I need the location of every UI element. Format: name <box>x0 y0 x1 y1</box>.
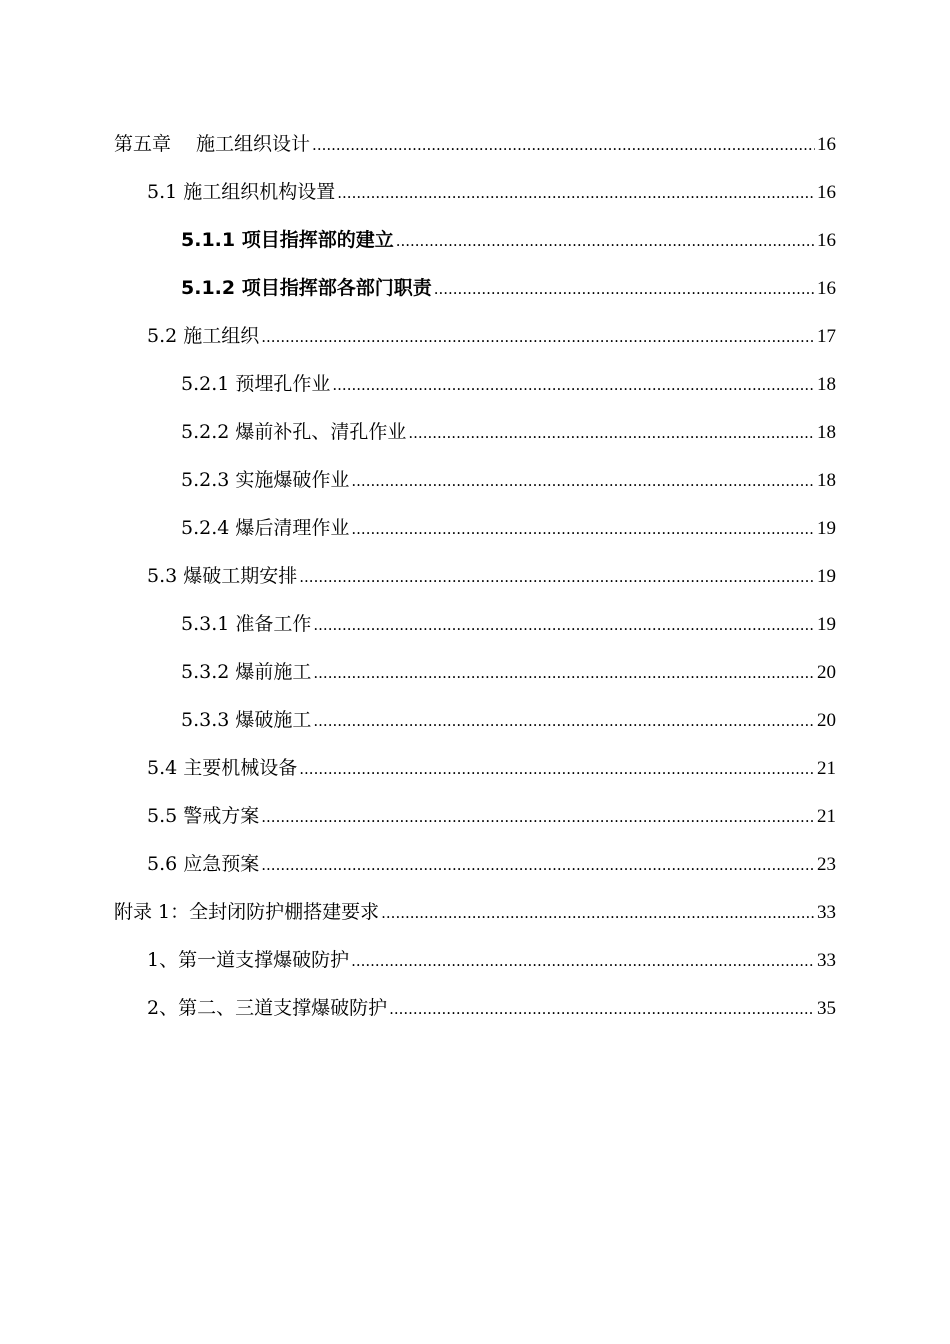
toc-entry-5-2-3[interactable] <box>0 456 950 504</box>
dot-leader <box>408 409 815 457</box>
toc-page-number: 20 <box>817 709 836 731</box>
toc-page-number: 33 <box>817 949 836 971</box>
dot-leader <box>299 553 815 601</box>
toc-page-number: 16 <box>817 133 836 155</box>
dot-leader <box>261 793 815 841</box>
toc-page-number: 21 <box>817 805 836 827</box>
dot-leader <box>332 361 815 409</box>
dot-leader <box>299 745 815 793</box>
toc-entry-5-2-1[interactable] <box>0 360 950 408</box>
dot-leader <box>313 697 815 745</box>
toc-entry-5-6[interactable] <box>0 840 950 888</box>
dot-leader <box>351 505 815 553</box>
toc-page-number: 18 <box>817 421 836 443</box>
toc-entry-5-3-2[interactable] <box>0 648 950 696</box>
toc-entry-5-1[interactable] <box>0 168 950 216</box>
toc-page-number: 19 <box>817 565 836 587</box>
toc-entry-title: 5.2.4 爆后清理作业 <box>181 516 350 539</box>
toc-entry-title: 1、第一道支撑爆破防护 <box>147 948 350 971</box>
toc-page-number: 18 <box>817 469 836 491</box>
toc-entry-title: 5.3.2 爆前施工 <box>181 660 312 683</box>
dot-leader <box>337 169 815 217</box>
toc-entry-appendix-1-1[interactable] <box>0 936 950 984</box>
dot-leader <box>351 457 815 505</box>
dot-leader <box>389 985 815 1033</box>
toc-entry-title: 第五章 施工组织设计 <box>114 132 311 155</box>
toc-entry-5-2-4[interactable] <box>0 504 950 552</box>
toc-page-number: 16 <box>817 229 836 251</box>
toc-entry-appendix-1-2[interactable] <box>0 984 950 1032</box>
toc-entry-5-3-1[interactable] <box>0 600 950 648</box>
toc-page-number: 17 <box>817 325 836 347</box>
dot-leader <box>381 889 815 937</box>
toc-entry-title: 5.2 施工组织 <box>147 324 260 347</box>
toc-entry-5-1-1[interactable] <box>0 216 950 264</box>
toc-entry-title: 5.3.1 准备工作 <box>181 612 312 635</box>
dot-leader <box>396 217 815 265</box>
toc-entry-5-2[interactable] <box>0 312 950 360</box>
toc-entry-title: 5.2.3 实施爆破作业 <box>181 468 350 491</box>
dot-leader <box>261 313 815 361</box>
toc-page-number: 16 <box>817 277 836 299</box>
dot-leader <box>351 937 815 985</box>
toc-entry-title: 5.6 应急预案 <box>147 852 260 875</box>
dot-leader <box>434 265 815 313</box>
toc-entry-5-3-3[interactable] <box>0 696 950 744</box>
toc-entry-5-1-2[interactable] <box>0 264 950 312</box>
toc-entry-5-2-2[interactable] <box>0 408 950 456</box>
toc-entry-title: 2、第二、三道支撑爆破防护 <box>147 996 388 1019</box>
toc-page-number: 19 <box>817 517 836 539</box>
toc-entry-title: 5.3 爆破工期安排 <box>147 564 298 587</box>
dot-leader <box>312 121 815 169</box>
toc-entry-title: 5.1.2 项目指挥部各部门职责 <box>181 276 432 299</box>
toc-page-number: 19 <box>817 613 836 635</box>
dot-leader <box>313 649 815 697</box>
toc-page-number: 20 <box>817 661 836 683</box>
dot-leader <box>313 601 815 649</box>
toc-entry-5-3[interactable] <box>0 552 950 600</box>
toc-entry-title: 5.2.1 预埋孔作业 <box>181 372 331 395</box>
toc-page-number: 18 <box>817 373 836 395</box>
toc-entry-5-5[interactable] <box>0 792 950 840</box>
toc-entry-title: 5.5 警戒方案 <box>147 804 260 827</box>
toc-page-number: 16 <box>817 181 836 203</box>
dot-leader <box>261 841 815 889</box>
toc-entry-title: 5.1 施工组织机构设置 <box>147 180 336 203</box>
toc-entry-title: 附录 1：全封闭防护棚搭建要求 <box>114 900 380 923</box>
toc-entry-appendix-1[interactable] <box>0 888 950 936</box>
toc-page-number: 33 <box>817 901 836 923</box>
toc-entry-title: 5.2.2 爆前补孔、清孔作业 <box>181 420 407 443</box>
table-of-contents <box>0 120 950 1032</box>
toc-page-number: 35 <box>817 997 836 1019</box>
toc-entry-5-4[interactable] <box>0 744 950 792</box>
toc-entry-title: 5.3.3 爆破施工 <box>181 708 312 731</box>
toc-entry-chapter-5[interactable] <box>0 120 950 168</box>
toc-entry-title: 5.4 主要机械设备 <box>147 756 298 779</box>
toc-page-number: 23 <box>817 853 836 875</box>
toc-page-number: 21 <box>817 757 836 779</box>
toc-entry-title: 5.1.1 项目指挥部的建立 <box>181 228 394 251</box>
